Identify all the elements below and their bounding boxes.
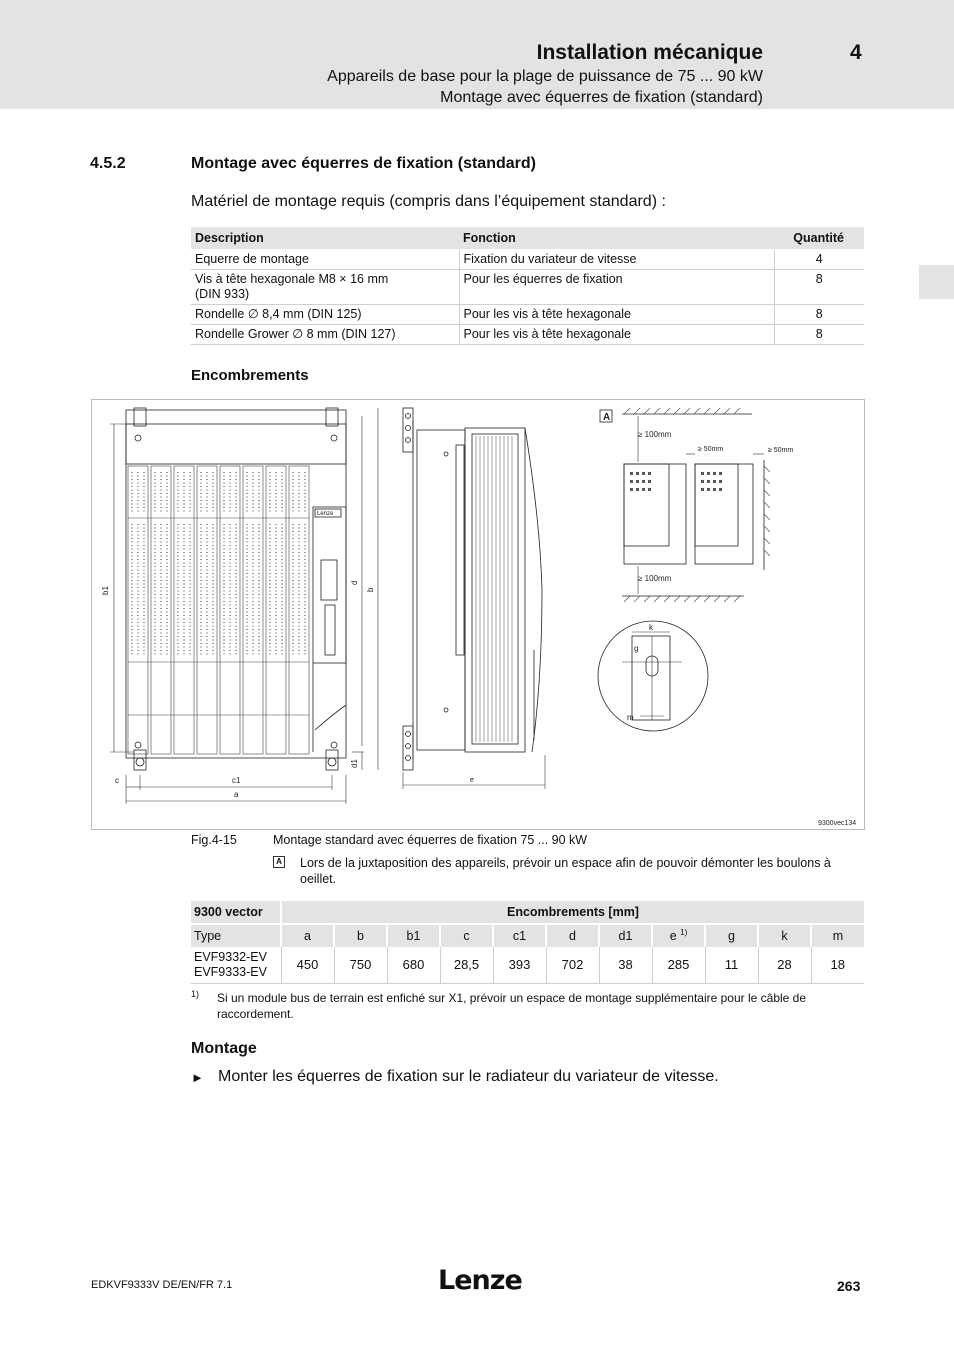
- technical-drawing: [92, 400, 866, 831]
- clearance-top-label: ≥ 100mm: [638, 430, 672, 439]
- chapter-number: 4: [850, 41, 862, 64]
- front-view: [101, 408, 378, 804]
- table-cell: 28,5: [440, 947, 493, 983]
- table-cell: 11: [705, 947, 758, 983]
- instruction-step: Monter les équerres de fixation sur le radiateur du variateur de vitesse.: [218, 1068, 719, 1085]
- dimensions-table: [191, 901, 864, 984]
- screw-icon: [331, 742, 337, 748]
- type-cell: [191, 947, 281, 983]
- table-cell: 285: [652, 947, 705, 983]
- table-header-row: [191, 901, 864, 924]
- materials-table: [191, 227, 864, 345]
- column-header: c: [440, 924, 493, 947]
- dim-label-a: a: [234, 790, 239, 799]
- table-header-row: [191, 924, 864, 947]
- table-cell: Pour les vis à tête hexagonale: [459, 324, 774, 344]
- clearance-side-label: ≥ 50mm: [698, 446, 724, 453]
- model-header: 9300 vector: [191, 901, 281, 924]
- dimension-drawing: [91, 399, 865, 830]
- dim-label-b: b: [366, 587, 375, 592]
- column-header: b: [334, 924, 387, 947]
- bolt-icon: [136, 758, 144, 766]
- clearance-wall-label: ≥ 50mm: [768, 447, 794, 454]
- arrow-bullet-icon: ►: [191, 1070, 204, 1085]
- table-cell: 750: [334, 947, 387, 983]
- chapter-tab: [919, 265, 954, 299]
- table-cell: 393: [493, 947, 546, 983]
- table-cell: 4: [774, 249, 864, 269]
- table-row: [191, 324, 864, 344]
- column-header: a: [281, 924, 334, 947]
- table-cell: 18: [811, 947, 864, 983]
- table-cell: Pour les équerres de fixation: [459, 269, 774, 304]
- column-header: c1: [493, 924, 546, 947]
- page-number: 263: [837, 1278, 861, 1294]
- screw-icon: [331, 435, 337, 441]
- dim-label-c: c: [115, 776, 119, 785]
- dim-label-c1: c1: [232, 776, 241, 785]
- table-cell: 680: [387, 947, 440, 983]
- figure-caption: Montage standard avec équerres de fixation 75 ... 90 kW: [273, 833, 588, 847]
- figure-label: Fig.4-15: [191, 833, 237, 847]
- column-header: m: [811, 924, 864, 947]
- dim-label-e: e: [470, 777, 474, 784]
- column-header: Quantité: [774, 227, 864, 249]
- note-marker: A: [273, 856, 285, 868]
- column-header: [652, 924, 705, 947]
- brand-plate: Lenze: [317, 511, 334, 517]
- table-cell: 38: [599, 947, 652, 983]
- screw-icon: [135, 742, 141, 748]
- dim-label-g: g: [634, 644, 639, 653]
- clearance-view: [622, 408, 793, 602]
- cell-line: Vis à tête hexagonale M8 × 16 mm: [195, 271, 389, 286]
- table-cell: 450: [281, 947, 334, 983]
- table-header-row: [191, 227, 864, 249]
- type-line: EVF9333-EV: [194, 964, 267, 979]
- dim-label-d: d: [350, 580, 359, 585]
- type-header: Type: [191, 924, 281, 947]
- dim-label-d1: d1: [350, 759, 359, 768]
- table-cell: [191, 269, 459, 304]
- column-header: Description: [191, 227, 459, 249]
- group-header: Encombrements [mm]: [281, 901, 864, 924]
- column-header: g: [705, 924, 758, 947]
- footnote-ref: 1): [680, 928, 688, 938]
- section-number: 4.5.2: [90, 155, 126, 172]
- column-header: d: [546, 924, 599, 947]
- table-cell: Rondelle Grower ∅ 8 mm (DIN 127): [191, 324, 459, 344]
- lenze-logo: Lenze: [438, 1265, 522, 1296]
- column-header: k: [758, 924, 811, 947]
- intro-text: Matériel de montage requis (compris dans l’équipement standard) :: [191, 193, 666, 210]
- drawing-code: 9300vec134: [818, 820, 857, 827]
- header-subtitle: Montage avec équerres de fixation (standard): [440, 89, 763, 106]
- type-line: EVF9332-EV: [194, 949, 267, 964]
- table-cell: Pour les vis à tête hexagonale: [459, 304, 774, 324]
- table-cell: 8: [774, 324, 864, 344]
- side-view: [403, 408, 545, 789]
- table-cell: Equerre de montage: [191, 249, 459, 269]
- table-cell: 8: [774, 269, 864, 304]
- cell-line: (DIN 933): [195, 286, 250, 301]
- footnote-text: Si un module bus de terrain est enfiché sur X1, prévoir un espace de montage supplémentaire pour le câble de raccordement.: [217, 991, 807, 1021]
- screw-icon: [135, 435, 141, 441]
- marker-a: A: [603, 412, 611, 423]
- column-header: b1: [387, 924, 440, 947]
- dim-label-b1: b1: [101, 586, 110, 595]
- column-header: d1: [599, 924, 652, 947]
- section-title: Montage avec équerres de fixation (standard): [191, 155, 536, 172]
- table-row: [191, 304, 864, 324]
- table-row: [191, 249, 864, 269]
- subsection-heading: Montage: [191, 1040, 257, 1057]
- column-label: e: [669, 929, 677, 944]
- table-cell: 702: [546, 947, 599, 983]
- table-row: [191, 947, 864, 983]
- clearance-bottom-label: ≥ 100mm: [638, 574, 672, 583]
- table-cell: Fixation du variateur de vitesse: [459, 249, 774, 269]
- table-cell: 8: [774, 304, 864, 324]
- table-row: [191, 269, 864, 304]
- footnote-marker: 1): [191, 989, 200, 999]
- figure-note: Lors de la juxtaposition des appareils, prévoir un espace afin de pouvoir démonter les boulons à oeillet.: [300, 856, 831, 886]
- subsection-heading: Encombrements: [191, 367, 309, 384]
- table-cell: Rondelle ∅ 8,4 mm (DIN 125): [191, 304, 459, 324]
- keyhole-detail: [598, 621, 708, 731]
- dim-label-k: k: [649, 623, 653, 632]
- column-header: Fonction: [459, 227, 774, 249]
- dim-label-m: m: [627, 713, 634, 722]
- page-title: Installation mécanique: [536, 41, 763, 64]
- bolt-icon: [328, 758, 336, 766]
- document-code: EDKVF9333V DE/EN/FR 7.1: [91, 1279, 233, 1291]
- header-subtitle: Appareils de base pour la plage de puissance de 75 ... 90 kW: [327, 68, 763, 85]
- table-cell: 28: [758, 947, 811, 983]
